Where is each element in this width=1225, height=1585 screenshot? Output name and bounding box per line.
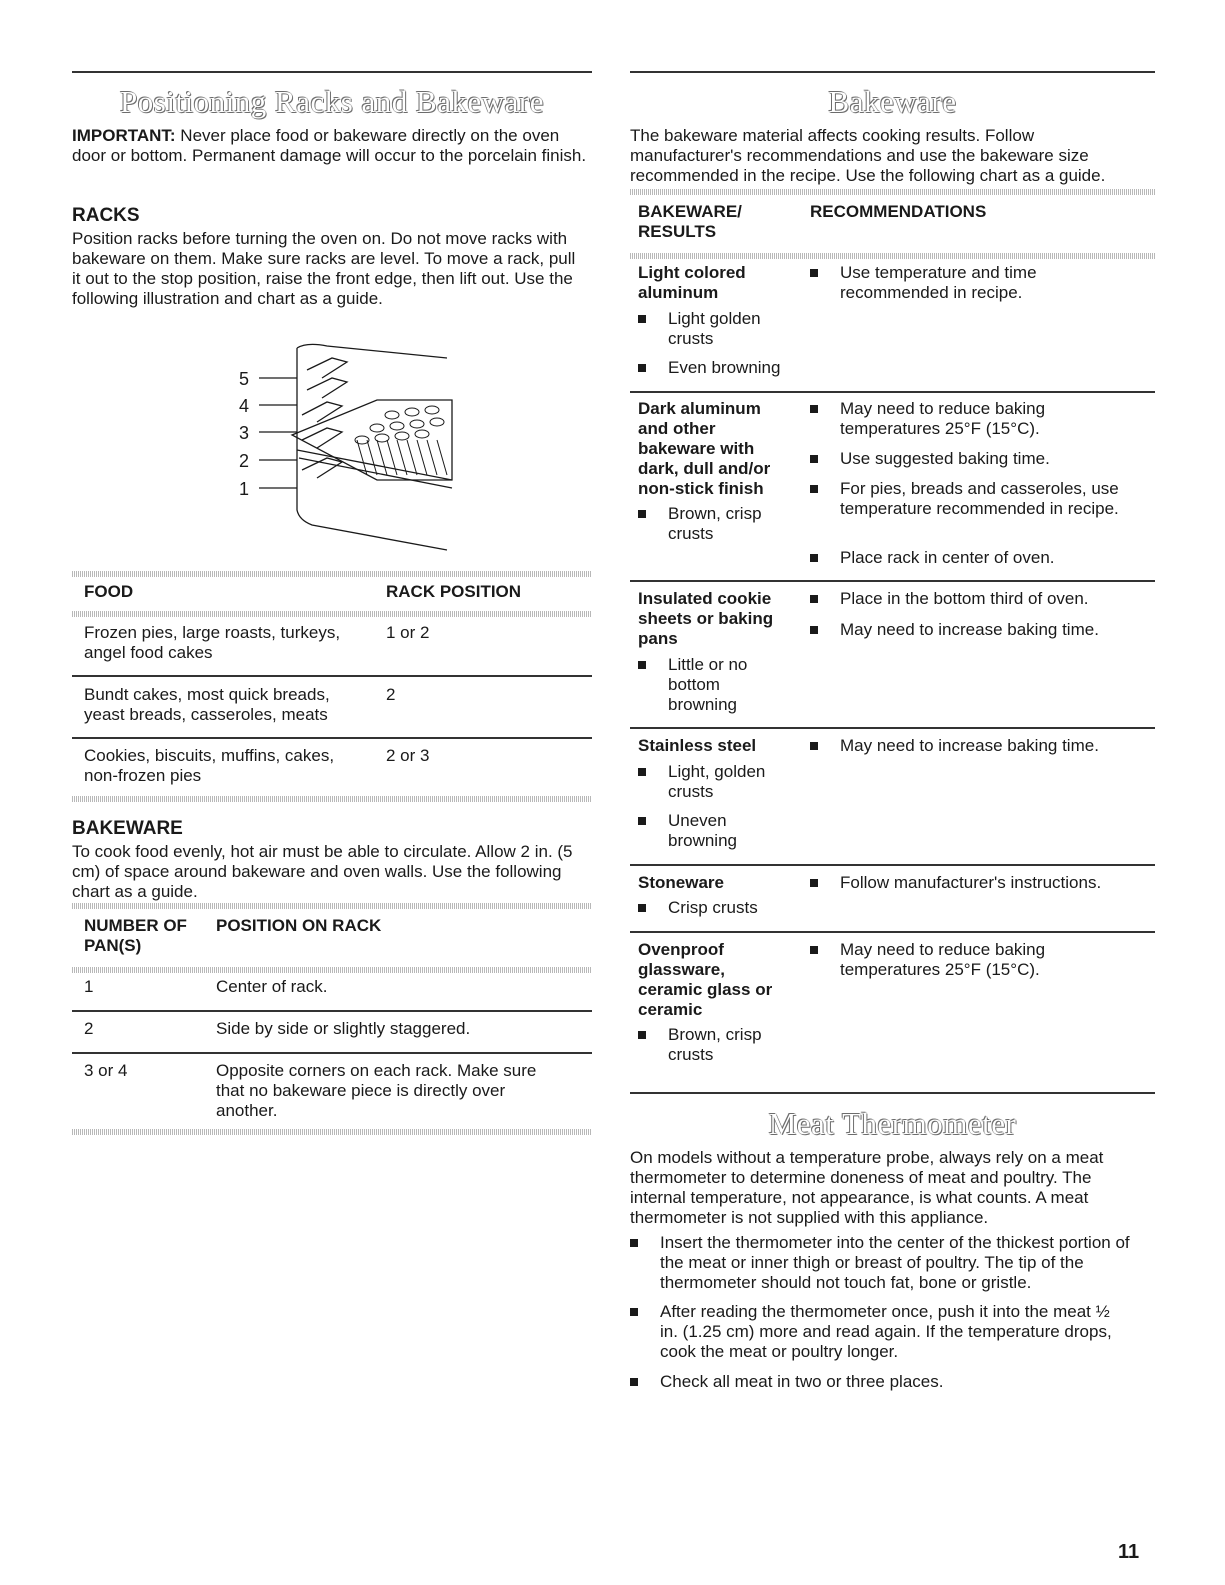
racks-text: Position racks before turning the oven on. Do not move racks with bakeware on them. Make sure racks are level. To move a rack, pull it out to the stop position, raise the front edge, then lift out. Use the following illustration and chart as a guide. — [72, 229, 576, 308]
right-column: Bakeware The bakeware material affects cooking results. Follow manufacturer's recommendations and use the bakeware size recommended in the recipe. Use the following chart as a guide. BAKEWARE/ RESULTS RECOMMENDATIONS Light colored aluminum Light golden crusts Even browning Use temperature and time recommended in recipe. Dark aluminum and other bakeware with dark, dull and/or non-stick finish Brown, crisp crusts May need to reduce baking temperatures 25°F (15°C). Use suggested baking time. For pies, breads and casseroles, use temperature recommended in recipe. Place rack in center of oven. Insulated cookie sheets or baking pans Little or no bottom browning Place in the bottom third of oven. May need to increase baking time. Stainless steel Light, golden crusts Uneven browning May need to increase baking time. Stoneware Crisp crusts Follow manufacturer's instructions. Ovenproof glassware, ceramic glass or ceramic Brown, crisp crusts May need to reduce baking temperatures 25°F (15°C). Meat Thermometer On models without a temperature probe, always rely on a meat thermometer to determine doneness of meat and poultry. The internal temperature, not appearance, is what counts. A meat thermometer is not supplied with this appliance. Insert the thermometer into the center of the thickest portion of the meat or inner thigh or breast of poultry. The tip of the thermometer should not touch fat, bone or gristle. After reading the thermometer once, push it into the meat ½ in. (1.25 cm) more and read again. If the temperature drops, cook the meat or poultry longer. Check all meat in two or three places. — [630, 0, 1155, 1585]
bullet-icon — [638, 661, 646, 669]
col-header-food: FOOD — [84, 582, 134, 601]
important-note — [72, 126, 587, 166]
bullet-icon — [630, 1239, 638, 1247]
important-label: IMPORTANT: — [72, 126, 176, 145]
rack-label-5: 5 — [239, 369, 250, 389]
table-rule — [630, 189, 1155, 195]
bullet-icon — [630, 1308, 638, 1316]
bakeware-name: Insulated cookie sheets or baking pans — [638, 589, 774, 648]
bullet-icon — [810, 455, 818, 463]
table-cell: 2 — [386, 685, 396, 704]
table-cell: 3 or 4 — [84, 1061, 128, 1080]
bullet-icon — [638, 364, 646, 372]
table-rule — [72, 1052, 592, 1054]
table-cell: 1 or 2 — [386, 623, 430, 642]
bullet-icon — [810, 269, 818, 277]
table-rule — [630, 253, 1155, 259]
rack-label-1: 1 — [239, 479, 250, 499]
bullet-icon — [638, 315, 646, 323]
bakeware-text: To cook food evenly, hot air must be able to circulate. Allow 2 in. (5 cm) of space around bakeware and oven walls. Use the following chart as a guide. — [72, 842, 573, 901]
section-rule — [630, 71, 1155, 73]
bullet-icon — [638, 1031, 646, 1039]
bullet-icon — [810, 742, 818, 750]
table-rule — [72, 611, 592, 617]
bullet-icon — [630, 1378, 638, 1386]
bullet-icon — [638, 510, 646, 518]
bullet-icon — [810, 554, 818, 562]
left-column — [72, 0, 592, 1585]
table-rule — [630, 727, 1155, 729]
table-cell: Center of rack. — [216, 977, 328, 996]
important-text: Never place food or bakeware directly on the oven door or bottom. Permanent damage will occur to the porcelain finish. — [72, 126, 587, 165]
bullet-icon — [810, 595, 818, 603]
bakeware-name: Light colored aluminum — [638, 263, 746, 302]
col-header-rack-position: RACK POSITION — [386, 582, 522, 601]
table-rule — [72, 903, 592, 909]
table-cell: 2 or 3 — [386, 746, 430, 765]
page-number: 11 — [1118, 1541, 1140, 1563]
table-rule — [72, 1010, 592, 1012]
table-rule — [630, 391, 1155, 393]
bakeware-name: Ovenproof glassware, ceramic glass or ceramic — [638, 940, 773, 1019]
racks-heading: RACKS — [72, 205, 140, 226]
table-rule — [630, 580, 1155, 582]
bullet-icon — [638, 817, 646, 825]
bakeware-name: Stoneware — [638, 873, 724, 892]
rack-label-4: 4 — [239, 396, 250, 416]
section-title-positioning: Positioning Racks and Bakeware — [120, 84, 544, 119]
table-rule — [630, 931, 1155, 933]
bakeware-name: Stainless steel — [638, 736, 757, 755]
bullet-icon — [810, 879, 818, 887]
table-cell: 2 — [84, 1019, 94, 1038]
bullet-icon — [638, 904, 646, 912]
bullet-icon — [810, 946, 818, 954]
table-cell: Frozen pies, large roasts, turkeys, angel food cakes — [84, 623, 341, 662]
table-cell: Opposite corners on each rack. Make sure that no bakeware piece is directly over another. — [216, 1061, 537, 1120]
rack-label-2: 2 — [239, 451, 250, 471]
section-rule — [72, 71, 592, 73]
rack-position-diagram — [237, 340, 477, 555]
meat-intro: On models without a temperature probe, always rely on a meat thermometer to determine doneness of meat and poultry. The internal temperature, not appearance, is what counts. A meat thermometer is not supplied with this appliance. — [630, 1148, 1104, 1227]
bakeware-intro: The bakeware material affects cooking results. Follow manufacturer's recommendations and use the bakeware size recommended in the recipe. Use the following chart as a guide. — [630, 126, 1106, 185]
bullet-icon — [810, 485, 818, 493]
table-rule — [72, 737, 592, 739]
table-rule — [72, 796, 592, 802]
section-rule — [630, 1092, 1155, 1094]
table-rule — [72, 967, 592, 973]
col-header-recommendations: RECOMMENDATIONS — [810, 202, 987, 221]
table-cell: Cookies, biscuits, muffins, cakes, non-frozen pies — [84, 746, 335, 785]
col-header-position-on-rack: POSITION ON RACK — [216, 916, 382, 935]
table-cell: Side by side or slightly staggered. — [216, 1019, 471, 1038]
col-header-bakeware-results: BAKEWARE/ RESULTS — [638, 202, 742, 241]
section-title-bakeware: Bakeware — [828, 84, 957, 119]
bullet-icon — [638, 768, 646, 776]
table-rule — [630, 864, 1155, 866]
bakeware-heading: BAKEWARE — [72, 818, 183, 839]
bullet-icon — [810, 626, 818, 634]
table-cell: Bundt cakes, most quick breads, yeast breads, casseroles, meats — [84, 685, 330, 724]
table-rule — [72, 1129, 592, 1135]
bullet-icon — [810, 405, 818, 413]
col-header-number-of-pans: NUMBER OF PAN(S) — [84, 916, 187, 955]
table-rule — [72, 571, 592, 577]
table-cell: 1 — [84, 977, 94, 996]
table-rule — [72, 675, 592, 677]
rack-label-3: 3 — [239, 423, 250, 443]
bakeware-name: Dark aluminum and other bakeware with dark, dull and/or non-stick finish — [638, 399, 771, 498]
section-title-meat-thermometer: Meat Thermometer — [768, 1106, 1017, 1141]
